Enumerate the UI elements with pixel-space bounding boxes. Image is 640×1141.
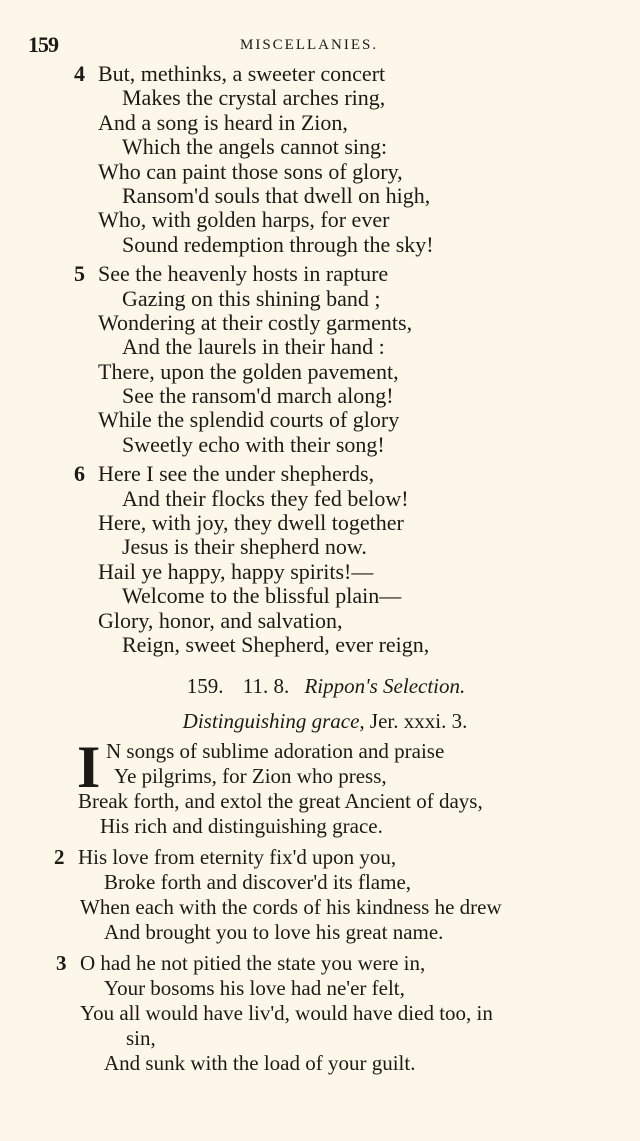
verse-line: Who, with golden harps, for ever <box>98 207 390 233</box>
verse-line: Your bosoms his love had ne'er felt, <box>104 976 405 1001</box>
verse-line: Who can paint those sons of glory, <box>98 158 403 184</box>
verse-text: See the heavenly hosts in rapture <box>98 261 389 287</box>
stanza-1 <box>0 734 640 839</box>
verse-line: And sunk with the load of your guilt. <box>104 1051 416 1076</box>
verse-line: Reign, sweet Shepherd, ever reign, <box>122 631 430 657</box>
stanza-number: 5 <box>74 261 85 287</box>
page-header <box>0 32 640 62</box>
verse-line: sin, <box>126 1026 156 1051</box>
stanza-5 <box>0 262 640 457</box>
verse-line: Break forth, and extol the great Ancient of days, <box>78 789 483 814</box>
verse-line: Glory, honor, and salvation, <box>98 607 343 633</box>
stanza-4 <box>0 62 640 257</box>
verse-line: Wondering at their costly garments, <box>98 309 413 335</box>
verse-line: And their flocks they fed below! <box>122 485 409 511</box>
page-content <box>0 62 640 1082</box>
stanza-number: 3 <box>56 951 67 976</box>
stanza-6 <box>0 462 640 657</box>
verse-line: Gazing on this shining band ; <box>122 285 381 311</box>
verse-line: Broke forth and discover'd its flame, <box>104 870 412 895</box>
stanza-number: 4 <box>74 61 85 86</box>
hymn-title: Distinguishing grace, <box>182 709 365 734</box>
verse-line: Jesus is their shepherd now. <box>122 534 367 560</box>
verse-line: Welcome to the blissful plain— <box>122 583 402 609</box>
verse-line: While the splendid courts of glory <box>98 407 400 433</box>
verse-line: See the ransom'd march along! <box>122 383 394 409</box>
verse-line: And a song is heard in Zion, <box>98 109 348 135</box>
verse-line: Here, with joy, they dwell together <box>98 510 404 536</box>
verse-line: Makes the crystal arches ring, <box>122 85 386 111</box>
verse-line: Hail ye happy, happy spirits!— <box>98 558 374 584</box>
stanza-number: 2 <box>54 845 65 870</box>
verse-line <box>0 951 640 976</box>
verse-line: Sound redemption through the sky! <box>122 231 434 257</box>
verse-line: Sweetly echo with their song! <box>122 431 385 457</box>
hymn-159-body <box>0 734 640 1076</box>
stanza-2 <box>0 845 640 945</box>
verse-line <box>0 62 640 86</box>
verse-line: Ransom'd souls that dwell on high, <box>122 182 431 208</box>
scripture-reference: Jer. xxxi. 3. <box>369 709 468 734</box>
page-number: 159 <box>28 32 58 57</box>
verse-line: Ye pilgrims, for Zion who press, <box>114 764 387 789</box>
verse-line: And the laurels in their hand : <box>122 334 385 360</box>
verse-line: When each with the cords of his kindness he drew <box>80 895 502 920</box>
verse-text: But, methinks, a sweeter concert <box>98 61 386 86</box>
hymn-heading <box>0 669 640 703</box>
verse-line <box>0 845 640 870</box>
hymn-attribution: Rippon's Selection. <box>304 674 466 699</box>
drop-cap: I <box>77 734 101 801</box>
verse-line <box>0 462 640 486</box>
verse-line <box>0 262 640 286</box>
hymn-meter: 11. 8. <box>242 674 290 699</box>
verse-text: O had he not pitied the state you were in, <box>80 951 426 976</box>
verse-text: His love from eternity fix'd upon you, <box>78 845 397 870</box>
verse-line: There, upon the golden pavement, <box>98 358 399 384</box>
verse-line: You all would have liv'd, would have died too, in <box>80 1001 493 1026</box>
verse-line: And brought you to love his great name. <box>104 920 444 945</box>
verse-text: Here I see the under shepherds, <box>98 461 375 487</box>
verse-line: Which the angels cannot sing: <box>122 134 388 160</box>
verse-line: His rich and distinguishing grace. <box>100 814 383 839</box>
stanza-number: 6 <box>74 461 85 487</box>
verse-line: N songs of sublime adoration and praise <box>106 739 445 764</box>
running-head: MISCELLANIES. <box>240 37 379 53</box>
stanza-3 <box>0 951 640 1076</box>
hymn-number: 159. <box>186 674 224 699</box>
